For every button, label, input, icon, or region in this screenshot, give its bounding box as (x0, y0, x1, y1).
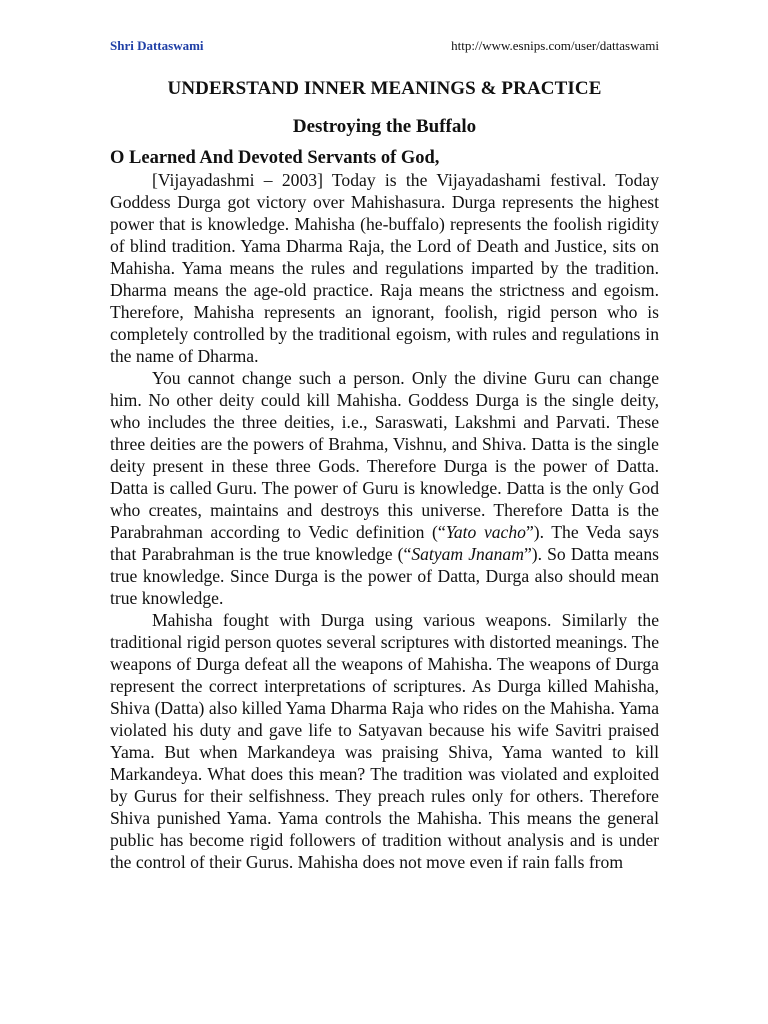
header-url: http://www.esnips.com/user/dattaswami (451, 38, 659, 53)
quote-yato-vacho: Yato vacho (445, 522, 526, 542)
paragraph-2-part-b: ”). The Veda says that Parabrahman is the true knowledge (“ (110, 522, 660, 564)
body-text (110, 169, 659, 873)
paragraph-2 (110, 367, 659, 609)
document-subtitle: Destroying the Buffalo (292, 116, 477, 137)
salutation: O Learned And Devoted Servants of God, (110, 148, 440, 168)
quote-satyam-jnanam: Satyam Jnanam (411, 544, 524, 564)
paragraph-3: Mahisha fought with Durga using various weapons. Similarly the traditional rigid person quotes several scriptures with distorted meanings. The weapons of Durga defeat all the weapons of Mahisha. The weapons of Durga represent the correct interpretations of scriptures. As Durga killed Mahisha, Shiva (Datta) also killed Yama Dharma Raja who rides on the Mahisha. Yama violated his duty and gave life to Satyavan because his wife Savitri praised Yama. But when Markandeya was praising Shiva, Yama wanted to kill Markandeya. What does this mean? The tradition was violated and exploited by Gurus for their selfishness. They preach rules only for others. Therefore Shiva punished Yama. Yama controls the Mahisha. This means the general public has become rigid followers of tradition without analysis and is under the control of their Gurus. Mahisha does not move even if rain falls from (110, 610, 659, 872)
paragraph-2-part-a: You cannot change such a person. Only the divine Guru can change him. No other deity could kill Mahisha. Goddess Durga is the single deity, who includes the three deities, i.e., Saraswati, Lakshmi and Parvati. These three deities are the powers of Brahma, Vishnu, and Shiva. Datta is the single deity present in these three Gods. Therefore Durga is the power of Datta. Datta is called Guru. The power of Guru is knowledge. Datta is the only God who creates, maintains and destroys this universe. Therefore Datta is the Parabrahman according to Vedic definition (“ (110, 368, 659, 542)
page-header (110, 38, 659, 58)
document-page (110, 38, 659, 873)
paragraph-2-part-c: ”). So Datta means true knowledge. Since Durga is the power of Datta, Durga also should mean true knowledge. (110, 544, 659, 608)
paragraph-1: [Vijayadashmi – 2003] Today is the Vijayadashami festival. Today Goddess Durga got victory over Mahishasura. Durga represents the highest power that is knowledge. Mahisha (he-buffalo) represents the foolish rigidity of blind tradition. Yama Dharma Raja, the Lord of Death and Justice, sits on Mahisha. Yama means the rules and regulations imparted by the tradition. Dharma means the age-old practice. Raja means the strictness and egoism. Therefore, Mahisha represents an ignorant, foolish, rigid person who is completely controlled by the traditional egoism, with rules and regulations in the name of Dharma. (110, 170, 659, 366)
header-author: Shri Dattaswami (110, 38, 204, 53)
document-title: UNDERSTAND INNER MEANINGS & PRACTICE (167, 78, 602, 99)
